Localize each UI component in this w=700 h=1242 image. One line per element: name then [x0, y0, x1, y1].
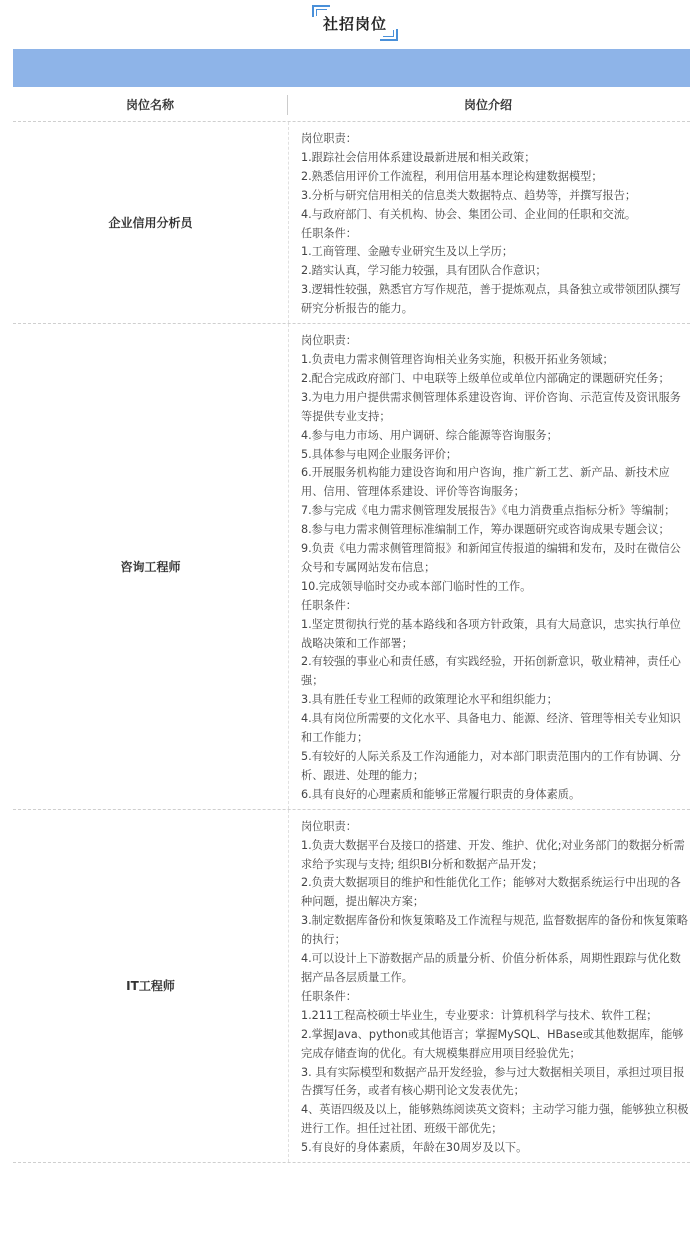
- table-row: [13, 324, 690, 810]
- description-line: 1.211工程高校硕士毕业生，专业要求：计算机科学与技术、软件工程；: [301, 1008, 658, 1022]
- description-line: 1.负责大数据平台及接口的搭建、开发、维护、优化;对业务部门的数据分析需求给予实现与支持; 组织BI分析和数据产品开发；: [301, 838, 685, 871]
- description-line: 1.跟踪社会信用体系建设最新进展和相关政策；: [301, 150, 536, 164]
- job-title: 企业信用分析员: [13, 122, 289, 323]
- description-line: 3.逻辑性较强，熟悉官方写作规范，善于提炼观点，具备独立或带领团队撰写研究分析报告的能力。: [301, 283, 681, 316]
- table-row: [13, 810, 690, 1163]
- description-line: 4.可以设计上下游数据产品的质量分析、价值分析体系，周期性跟踪与优化数据产品各层质量工作。: [301, 952, 681, 984]
- description-line: 4、英语四级及以上，能够熟练阅读英文资料；主动学习能力强，能够独立积极进行工作。担任过社团、班级干部优先；: [301, 1103, 689, 1136]
- job-description: [289, 122, 690, 323]
- description-line: 2.踏实认真，学习能力较强，具有团队合作意识；: [301, 264, 547, 278]
- description-line: 3.具有胜任专业工程师的政策理论水平和组织能力；: [301, 693, 558, 707]
- description-line: 5.有良好的身体素质，年龄在30周岁及以下。: [301, 1141, 528, 1155]
- description-line: 2.熟悉信用评价工作流程，利用信用基本理论构建数据模型；: [301, 169, 603, 183]
- description-line: 岗位职责：: [301, 819, 357, 833]
- header-job-name: 岗位名称: [125, 98, 174, 112]
- description-line: 5.具体参与电网企业服务评价；: [301, 447, 458, 461]
- description-line: 7.参与完成《电力需求侧管理发展报告》《电力消费重点指标分析》等编制；: [301, 504, 676, 518]
- job-title: 咨询工程师: [13, 324, 289, 809]
- table-body: [13, 122, 690, 1163]
- description-line: 8.参与电力需求侧管理标准编制工作，筹办课题研究或咨询成果专题会议；: [301, 523, 670, 537]
- table-header: [13, 87, 690, 122]
- description-line: 4.参与电力市场、用户调研、综合能源等咨询服务；: [301, 428, 558, 442]
- header-job-desc: 岗位介绍: [463, 98, 512, 112]
- description-line: 1.负责电力需求侧管理咨询相关业务实施，积极开拓业务领域；: [301, 352, 614, 366]
- description-line: 3.制定数据库备份和恢复策略及工作流程与规范, 监督数据库的备份和恢复策略的执行；: [301, 914, 688, 947]
- job-description: [289, 324, 690, 809]
- description-line: 任职条件：: [301, 989, 357, 1003]
- description-line: 2.有较强的事业心和责任感，有实践经验，开拓创新意识，敬业精神，责任心强；: [301, 655, 681, 688]
- description-line: 3.分析与研究信用相关的信息类大数据特点、趋势等，并撰写报告；: [301, 188, 637, 202]
- jobs-table: [13, 87, 690, 1163]
- table-row: [13, 122, 690, 324]
- page-title: 社招岗位: [322, 15, 387, 33]
- description-line: 4.与政府部门、有关机构、协会、集团公司、企业间的任职和交流。: [301, 207, 637, 221]
- description-line: 岗位职责：: [301, 132, 357, 145]
- description-line: 3. 具有实际模型和数据产品开发经验，参与过大数据相关项目，承担过项目报告撰写任务，或者有核心期刊论文发表优先；: [301, 1065, 685, 1098]
- job-description: [289, 810, 690, 1162]
- description-line: 3.为电力用户提供需求侧管理体系建设咨询、评价咨询、示范宣传及资讯服务等提供专业支持；: [301, 390, 681, 423]
- description-line: 2.负责大数据项目的维护和性能优化工作；能够对大数据系统运行中出现的各种问题，提出解决方案；: [301, 876, 681, 909]
- job-title: IT工程师: [13, 810, 289, 1162]
- description-line: 9.负责《电力需求侧管理简报》和新闻宣传报道的编辑和发布，及时在微信公众号和专属网站发布信息；: [301, 542, 681, 574]
- description-line: 任职条件：: [301, 226, 357, 240]
- corner-bracket-icon: [383, 30, 394, 37]
- description-line: 1.坚定贯彻执行党的基本路线和各项方针政策，具有大局意识，忠实执行单位战略决策和工作部署；: [301, 617, 681, 650]
- title-frame: [312, 5, 398, 41]
- description-line: 2.掌握Java、python或其他语言；掌握MySQL、HBase或其他数据库，能够完成存储查询的优化。有大规模集群应用项目经验优先；: [301, 1027, 684, 1060]
- description-line: 4.具有岗位所需要的文化水平、具备电力、能源、经济、管理等相关专业知识和工作能力；: [301, 712, 681, 745]
- description-line: 5.有较好的人际关系及工作沟通能力，对本部门职责范围内的工作有协调、分析、跟进、处理的能力；: [301, 750, 681, 782]
- column-divider: [287, 95, 288, 115]
- description-line: 任职条件：: [301, 598, 357, 612]
- description-line: 2.配合完成政府部门、中电联等上级单位或单位内部确定的课题研究任务；: [301, 371, 670, 385]
- section-title: [0, 0, 700, 44]
- description-line: 1.工商管理、金融专业研究生及以上学历；: [301, 245, 514, 259]
- description-line: 10.完成领导临时交办或本部门临时性的工作。: [301, 579, 532, 593]
- description-line: 6.具有良好的心理素质和能够正常履行职责的身体素质。: [301, 787, 581, 801]
- header-banner: [13, 49, 690, 87]
- description-line: 岗位职责：: [301, 334, 357, 348]
- description-line: 6.开展服务机构能力建设咨询和用户咨询，推广新工艺、新产品、新技术应用、信用、管理体系建设、评价等咨询服务；: [301, 466, 670, 499]
